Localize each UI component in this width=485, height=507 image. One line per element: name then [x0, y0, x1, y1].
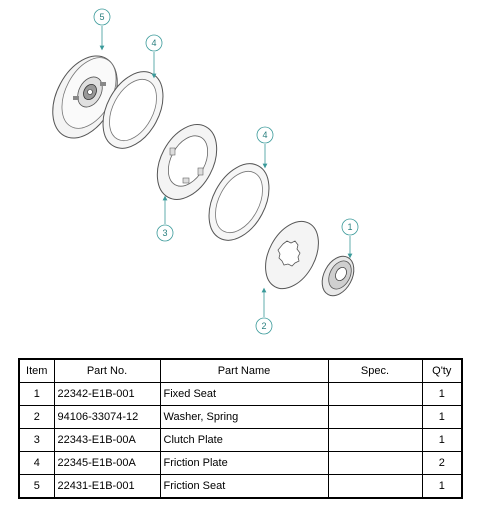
- cell-spec: [328, 429, 422, 452]
- cell-item: 2: [19, 406, 54, 429]
- cell-qty: 1: [422, 406, 462, 429]
- cell-part-name: Washer, Spring: [160, 406, 328, 429]
- cell-part-name: Clutch Plate: [160, 429, 328, 452]
- cell-part-no: 22342-E1B-001: [54, 383, 160, 406]
- cell-qty: 2: [422, 452, 462, 475]
- cell-item: 3: [19, 429, 54, 452]
- cell-part-name: Fixed Seat: [160, 383, 328, 406]
- cell-part-name: Friction Plate: [160, 452, 328, 475]
- callout-1: [342, 219, 358, 235]
- callout-4-lower: [257, 127, 273, 143]
- cell-spec: [328, 406, 422, 429]
- table-row: [19, 452, 462, 475]
- callout-5: [94, 9, 110, 25]
- cell-spec: [328, 475, 422, 499]
- header-item: Item: [19, 359, 54, 383]
- table-row: [19, 475, 462, 499]
- svg-text:2: 2: [261, 321, 267, 331]
- table-row: [19, 429, 462, 452]
- fixed-seat-icon: [316, 251, 360, 301]
- table-row: [19, 383, 462, 406]
- svg-text:3: 3: [162, 228, 168, 238]
- header-part-no: Part No.: [54, 359, 160, 383]
- cell-item: 5: [19, 475, 54, 499]
- cell-part-name: Friction Seat: [160, 475, 328, 499]
- header-qty: Q'ty: [422, 359, 462, 383]
- parts-table: [18, 358, 463, 499]
- callout-4-upper: [146, 35, 162, 51]
- svg-text:4: 4: [151, 38, 157, 48]
- table-header-row: [19, 359, 462, 383]
- cell-spec: [328, 383, 422, 406]
- cell-item: 4: [19, 452, 54, 475]
- callout-3: [157, 225, 173, 241]
- cell-qty: 1: [422, 429, 462, 452]
- cell-part-no: 22343-E1B-00A: [54, 429, 160, 452]
- svg-text:4: 4: [262, 130, 268, 140]
- cell-qty: 1: [422, 383, 462, 406]
- washer-spring-icon: [255, 212, 329, 297]
- header-part-name: Part Name: [160, 359, 328, 383]
- header-spec: Spec.: [328, 359, 422, 383]
- svg-text:5: 5: [99, 12, 105, 22]
- callout-2: [256, 318, 272, 334]
- cell-spec: [328, 452, 422, 475]
- cell-qty: 1: [422, 475, 462, 499]
- cell-part-no: 94106-33074-12: [54, 406, 160, 429]
- cell-item: 1: [19, 383, 54, 406]
- svg-text:1: 1: [347, 222, 353, 232]
- cell-part-no: 22431-E1B-001: [54, 475, 160, 499]
- cell-part-no: 22345-E1B-00A: [54, 452, 160, 475]
- table-row: [19, 406, 462, 429]
